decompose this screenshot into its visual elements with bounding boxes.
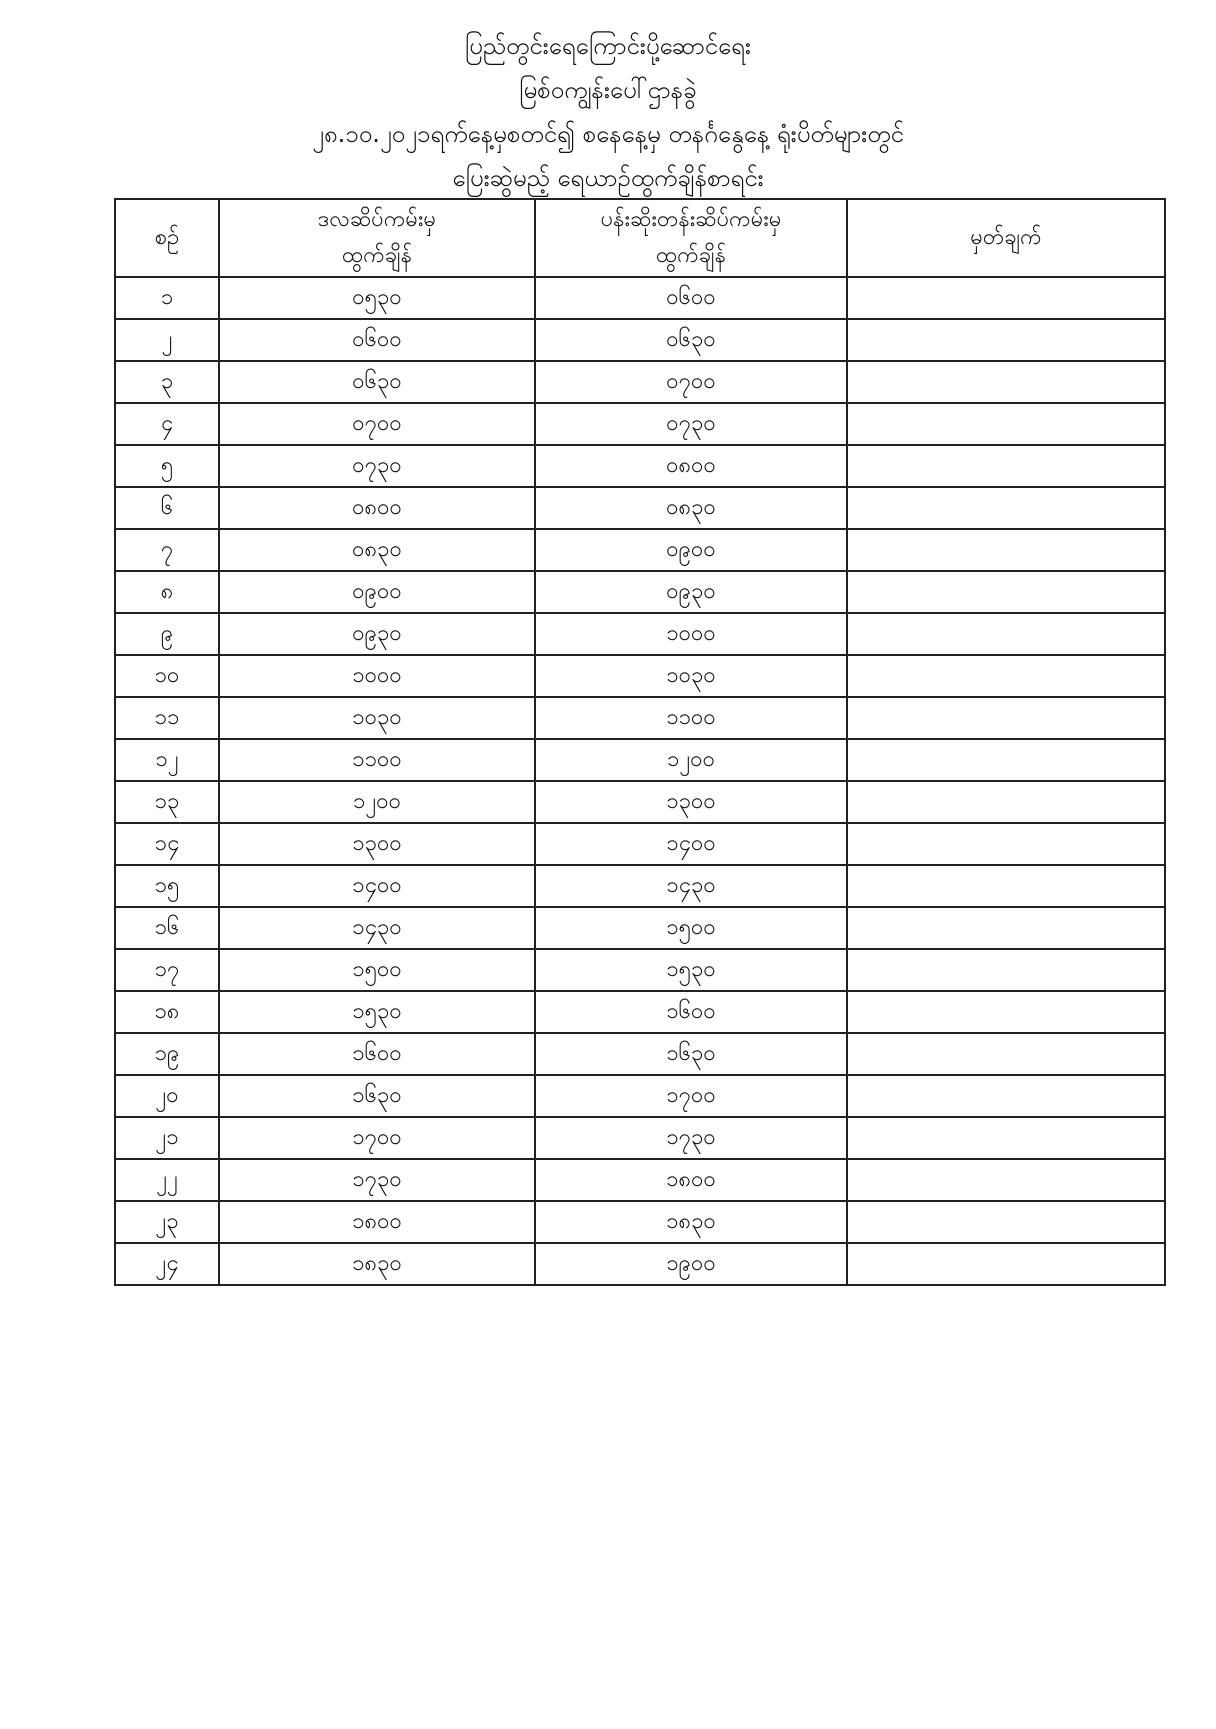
pansodan-departure-cell: ၁၆၀၀	[535, 991, 847, 1033]
notice-line: ၂၈.၁၀.၂၀၂၁ရက်နေ့မှစတင်၍ စနေနေ့မှ တနင်္ဂနွေနေ့ ရုံးပိတ်များတွင်	[312, 120, 904, 148]
row-number-cell: ၁၂	[115, 739, 219, 781]
column-header-remark	[847, 199, 1165, 277]
pansodan-departure-cell: ၁၈၀၀	[535, 1159, 847, 1201]
pansodan-departure-cell: ၁၈၃၀	[535, 1201, 847, 1243]
pansodan-departure-cell: ၀၉၀၀	[535, 529, 847, 571]
pansodan-departure-cell: ၁၁၀၀	[535, 697, 847, 739]
table-row	[115, 613, 1165, 655]
table-row	[115, 277, 1165, 319]
column-header-dala-departure	[219, 199, 535, 277]
document-header	[0, 24, 1216, 200]
pansodan-departure-cell: ၁၄၃၀	[535, 865, 847, 907]
row-number-cell: ၃	[115, 361, 219, 403]
remark-cell	[847, 319, 1165, 361]
pansodan-departure-cell: ၀၈၃၀	[535, 487, 847, 529]
department-title: ပြည်တွင်းရေကြောင်းပို့ဆောင်ရေး	[465, 32, 751, 60]
table-row	[115, 697, 1165, 739]
table-row	[115, 865, 1165, 907]
row-number-cell: ၂၃	[115, 1201, 219, 1243]
row-number-cell: ၁၄	[115, 823, 219, 865]
row-number-cell: ၁၁	[115, 697, 219, 739]
dala-departure-cell: ၁၀၀၀	[219, 655, 535, 697]
remark-cell	[847, 739, 1165, 781]
column-header-no	[115, 199, 219, 277]
column-header-pan-line2: ထွက်ချိန်	[655, 243, 727, 268]
pansodan-departure-cell: ၁၀၀၀	[535, 613, 847, 655]
row-number-cell: ၅	[115, 445, 219, 487]
table-row	[115, 487, 1165, 529]
row-number-cell: ၉	[115, 613, 219, 655]
remark-cell	[847, 277, 1165, 319]
column-header-remark-label: မှတ်ချက်	[970, 225, 1042, 250]
table-row	[115, 1201, 1165, 1243]
remark-cell	[847, 1159, 1165, 1201]
schedule-table-body	[115, 277, 1165, 1285]
remark-cell	[847, 781, 1165, 823]
column-header-no-label: စဉ်	[154, 225, 180, 250]
table-row	[115, 907, 1165, 949]
dala-departure-cell: ၀၈၃၀	[219, 529, 535, 571]
row-number-cell: ၁၈	[115, 991, 219, 1033]
table-row	[115, 823, 1165, 865]
division-title: မြစ်ဝကျွန်းပေါ်ဌာနခွဲ	[519, 76, 697, 104]
remark-cell	[847, 697, 1165, 739]
row-number-cell: ၁၇	[115, 949, 219, 991]
pansodan-departure-cell: ၁၇၀၀	[535, 1075, 847, 1117]
dala-departure-cell: ၀၈၀၀	[219, 487, 535, 529]
row-number-cell: ၂၁	[115, 1117, 219, 1159]
remark-cell	[847, 529, 1165, 571]
remark-cell	[847, 571, 1165, 613]
row-number-cell: ၁၃	[115, 781, 219, 823]
pansodan-departure-cell: ၀၆၃၀	[535, 319, 847, 361]
dala-departure-cell: ၀၇၃၀	[219, 445, 535, 487]
pansodan-departure-cell: ၁၄၀၀	[535, 823, 847, 865]
remark-cell	[847, 445, 1165, 487]
pansodan-departure-cell: ၁၂၀၀	[535, 739, 847, 781]
row-number-cell: ၁၆	[115, 907, 219, 949]
remark-cell	[847, 1033, 1165, 1075]
table-row	[115, 949, 1165, 991]
pansodan-departure-cell: ၁၅၀၀	[535, 907, 847, 949]
pansodan-departure-cell: ၁၇၃၀	[535, 1117, 847, 1159]
row-number-cell: ၂၂	[115, 1159, 219, 1201]
table-row	[115, 1159, 1165, 1201]
table-row	[115, 991, 1165, 1033]
table-row	[115, 571, 1165, 613]
pansodan-departure-cell: ၁၅၃၀	[535, 949, 847, 991]
row-number-cell: ၁၅	[115, 865, 219, 907]
dala-departure-cell: ၁၈၀၀	[219, 1201, 535, 1243]
remark-cell	[847, 823, 1165, 865]
row-number-cell: ၆	[115, 487, 219, 529]
row-number-cell: ၇	[115, 529, 219, 571]
pansodan-departure-cell: ၁၃၀၀	[535, 781, 847, 823]
table-row	[115, 739, 1165, 781]
pansodan-departure-cell: ၀၇၃၀	[535, 403, 847, 445]
pansodan-departure-cell: ၁၆၃၀	[535, 1033, 847, 1075]
dala-departure-cell: ၁၅၃၀	[219, 991, 535, 1033]
remark-cell	[847, 487, 1165, 529]
remark-cell	[847, 361, 1165, 403]
table-row	[115, 529, 1165, 571]
dala-departure-cell: ၀၉၃၀	[219, 613, 535, 655]
column-header-pan-line1: ပန်းဆိုးတန်းဆိပ်ကမ်းမှ	[600, 207, 782, 232]
table-row	[115, 781, 1165, 823]
row-number-cell: ၁၀	[115, 655, 219, 697]
table-row	[115, 445, 1165, 487]
remark-cell	[847, 1117, 1165, 1159]
table-row	[115, 361, 1165, 403]
dala-departure-cell: ၀၅၃၀	[219, 277, 535, 319]
dala-departure-cell: ၁၆၃၀	[219, 1075, 535, 1117]
column-header-dala-line1: ဒလဆိပ်ကမ်းမှ	[317, 207, 437, 232]
remark-cell	[847, 865, 1165, 907]
table-row	[115, 1033, 1165, 1075]
remark-cell	[847, 949, 1165, 991]
row-number-cell: ၂၄	[115, 1243, 219, 1285]
schedule-title: ပြေးဆွဲမည့် ရေယာဉ်ထွက်ချိန်စာရင်း	[452, 164, 764, 192]
column-header-pansodan-departure	[535, 199, 847, 277]
table-row	[115, 655, 1165, 697]
dala-departure-cell: ၀၇၀၀	[219, 403, 535, 445]
pansodan-departure-cell: ၀၉၃၀	[535, 571, 847, 613]
dala-departure-cell: ၁၄၃၀	[219, 907, 535, 949]
dala-departure-cell: ၀၉၀၀	[219, 571, 535, 613]
row-number-cell: ၂၀	[115, 1075, 219, 1117]
pansodan-departure-cell: ၁၀၃၀	[535, 655, 847, 697]
ferry-schedule-table	[114, 198, 1166, 1286]
remark-cell	[847, 991, 1165, 1033]
row-number-cell: ၁၉	[115, 1033, 219, 1075]
table-row	[115, 1117, 1165, 1159]
pansodan-departure-cell: ၀၇၀၀	[535, 361, 847, 403]
pansodan-departure-cell: ၀၈၀၀	[535, 445, 847, 487]
row-number-cell: ၁	[115, 277, 219, 319]
row-number-cell: ၄	[115, 403, 219, 445]
table-row	[115, 1075, 1165, 1117]
dala-departure-cell: ၀၆၀၀	[219, 319, 535, 361]
dala-departure-cell: ၁၇၃၀	[219, 1159, 535, 1201]
dala-departure-cell: ၁၅၀၀	[219, 949, 535, 991]
dala-departure-cell: ၁၈၃၀	[219, 1243, 535, 1285]
column-header-dala-line2: ထွက်ချိန်	[341, 243, 413, 268]
dala-departure-cell: ၁၇၀၀	[219, 1117, 535, 1159]
remark-cell	[847, 655, 1165, 697]
remark-cell	[847, 907, 1165, 949]
row-number-cell: ၂	[115, 319, 219, 361]
remark-cell	[847, 613, 1165, 655]
remark-cell	[847, 403, 1165, 445]
dala-departure-cell: ၁၁၀၀	[219, 739, 535, 781]
pansodan-departure-cell: ၁၉၀၀	[535, 1243, 847, 1285]
dala-departure-cell: ၁၃၀၀	[219, 823, 535, 865]
table-row	[115, 1243, 1165, 1285]
remark-cell	[847, 1243, 1165, 1285]
dala-departure-cell: ၁၀၃၀	[219, 697, 535, 739]
dala-departure-cell: ၁၄၀၀	[219, 865, 535, 907]
row-number-cell: ၈	[115, 571, 219, 613]
pansodan-departure-cell: ၀၆၀၀	[535, 277, 847, 319]
dala-departure-cell: ၁၂၀၀	[219, 781, 535, 823]
dala-departure-cell: ၀၆၃၀	[219, 361, 535, 403]
remark-cell	[847, 1075, 1165, 1117]
table-row	[115, 403, 1165, 445]
table-header-row	[115, 199, 1165, 277]
remark-cell	[847, 1201, 1165, 1243]
dala-departure-cell: ၁၆၀၀	[219, 1033, 535, 1075]
table-row	[115, 319, 1165, 361]
